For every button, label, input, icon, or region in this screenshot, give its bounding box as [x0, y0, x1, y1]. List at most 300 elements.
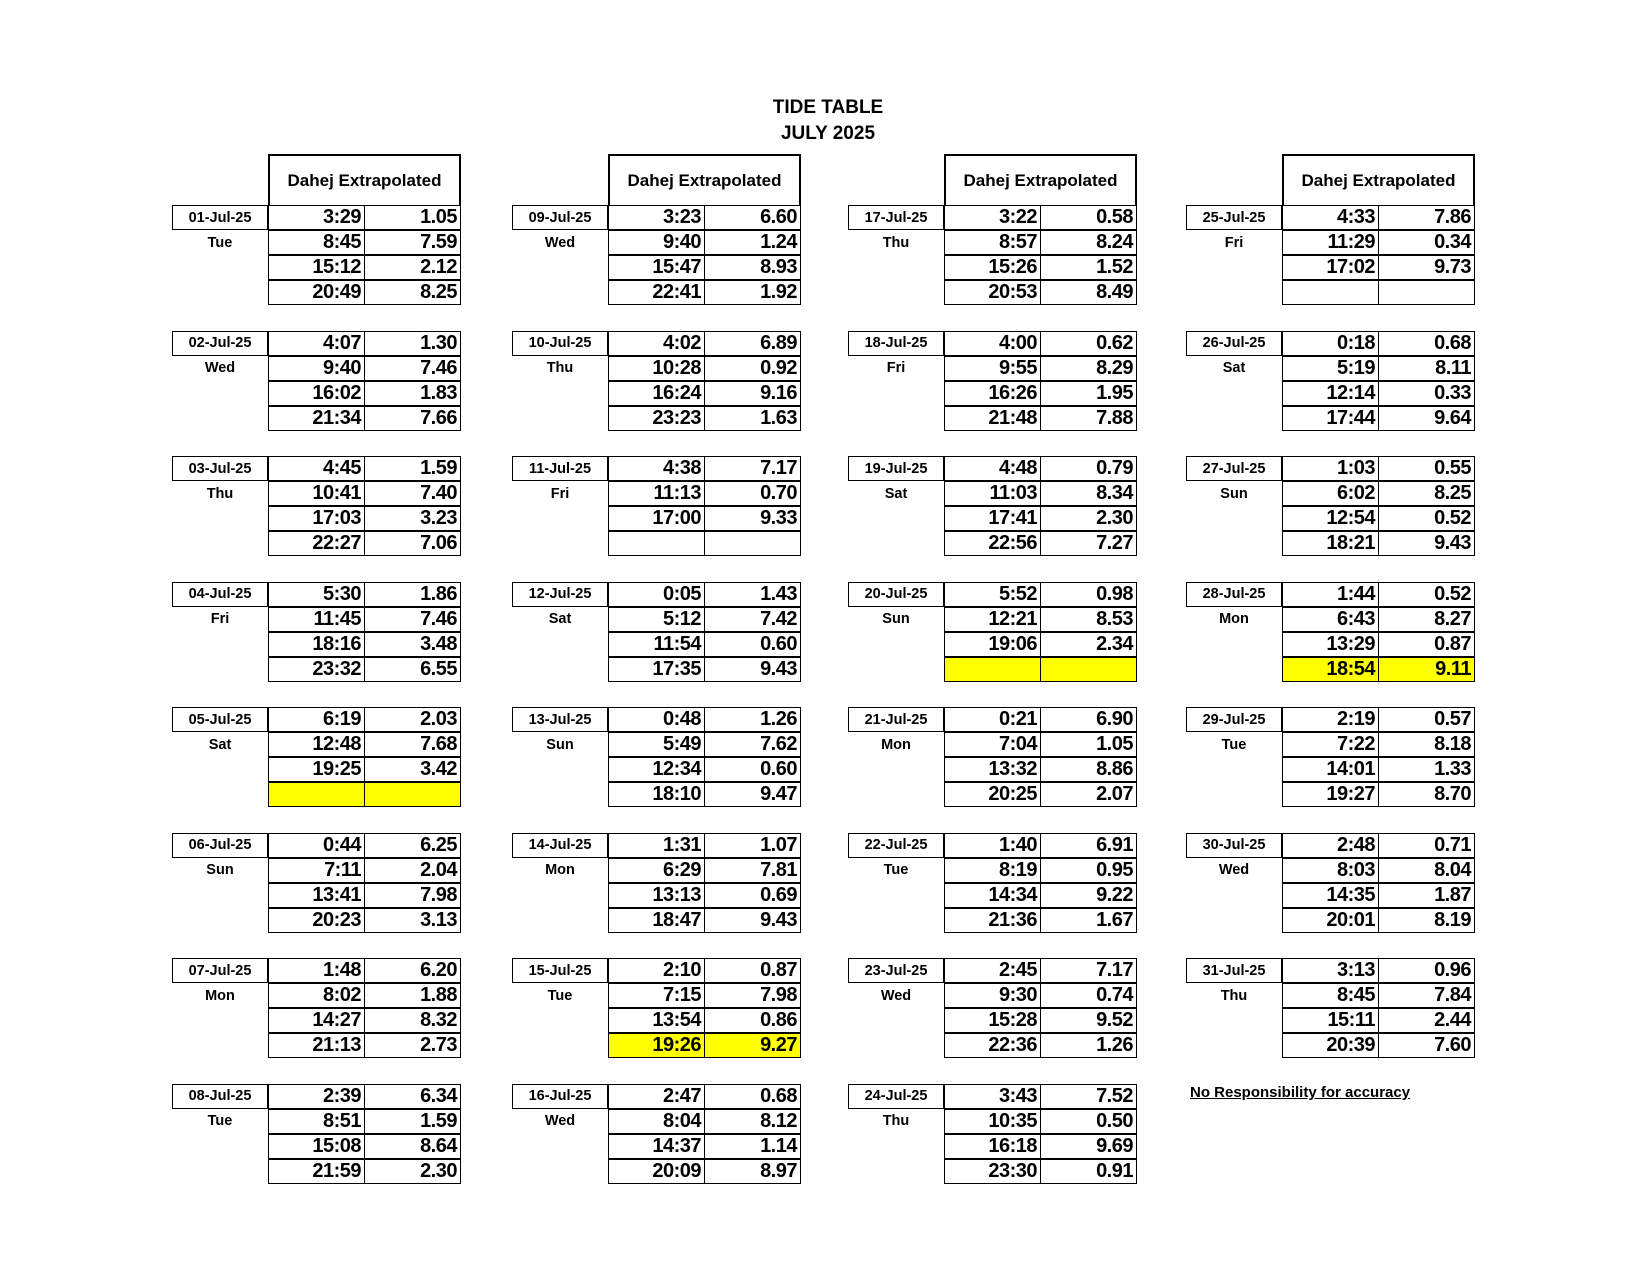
weekday-label: Sat — [208, 736, 232, 753]
tide-height-cell: 7.98 — [364, 883, 461, 908]
tide-time-cell: 22:36 — [944, 1033, 1041, 1058]
tide-height-cell: 0.74 — [1040, 983, 1137, 1008]
tide-height-cell: 6.55 — [364, 657, 461, 682]
tide-time-cell: 5:30 — [268, 582, 365, 607]
tide-time-cell: 1:40 — [944, 833, 1041, 858]
tide-height-cell: 0.57 — [1378, 707, 1475, 732]
tide-time-cell — [1282, 280, 1379, 305]
date-label: 11-Jul-25 — [512, 456, 608, 481]
tide-height-cell: 0.95 — [1040, 858, 1137, 883]
weekday-label: Thu — [882, 234, 910, 251]
tide-height-cell: 8.19 — [1378, 908, 1475, 933]
tide-height-cell: 0.50 — [1040, 1109, 1137, 1134]
tide-height-cell: 1.43 — [704, 582, 801, 607]
tide-height-cell: 6.60 — [704, 205, 801, 230]
tide-time-cell: 14:37 — [608, 1134, 705, 1159]
tide-height-cell: 1.83 — [364, 381, 461, 406]
tide-time-cell: 16:26 — [944, 381, 1041, 406]
tide-height-cell: 0.87 — [1378, 632, 1475, 657]
tide-height-cell: 9.43 — [704, 657, 801, 682]
tide-height-cell: 8.27 — [1378, 607, 1475, 632]
tide-height-cell: 8.18 — [1378, 732, 1475, 757]
tide-height-cell: 0.60 — [704, 632, 801, 657]
tide-time-cell: 10:28 — [608, 356, 705, 381]
tide-height-cell: 7.27 — [1040, 531, 1137, 556]
tide-time-cell: 18:21 — [1282, 531, 1379, 556]
tide-height-cell: 1.59 — [364, 456, 461, 481]
tide-height-cell: 0.68 — [704, 1084, 801, 1109]
date-label: 22-Jul-25 — [848, 833, 944, 858]
tide-height-cell: 0.86 — [704, 1008, 801, 1033]
tide-time-cell: 17:41 — [944, 506, 1041, 531]
tide-height-cell: 0.68 — [1378, 331, 1475, 356]
date-label: 09-Jul-25 — [512, 205, 608, 230]
tide-height-cell: 0.33 — [1378, 381, 1475, 406]
tide-time-cell: 6:02 — [1282, 481, 1379, 506]
tide-time-cell: 6:43 — [1282, 607, 1379, 632]
tide-height-cell: 1.05 — [1040, 732, 1137, 757]
tide-height-cell: 9.43 — [1378, 531, 1475, 556]
tide-height-cell: 2.12 — [364, 255, 461, 280]
tide-height-cell: 3.42 — [364, 757, 461, 782]
tide-height-cell: 8.64 — [364, 1134, 461, 1159]
tide-height-cell: 1.63 — [704, 406, 801, 431]
weekday-label: Mon — [881, 736, 911, 753]
tide-height-cell: 9.27 — [704, 1033, 801, 1058]
tide-time-cell: 0:05 — [608, 582, 705, 607]
tide-time-cell: 4:02 — [608, 331, 705, 356]
tide-time-cell: 11:03 — [944, 481, 1041, 506]
tide-height-cell: 7.86 — [1378, 205, 1475, 230]
tide-time-cell: 21:48 — [944, 406, 1041, 431]
tide-height-cell: 1.88 — [364, 983, 461, 1008]
tide-time-cell: 19:26 — [608, 1033, 705, 1058]
tide-time-cell: 4:38 — [608, 456, 705, 481]
weekday-label: Sat — [1222, 360, 1246, 376]
tide-time-cell: 4:48 — [944, 456, 1041, 481]
tide-time-cell: 4:00 — [944, 331, 1041, 356]
tide-height-cell: 0.91 — [1040, 1159, 1137, 1184]
tide-height-cell: 0.79 — [1040, 456, 1137, 481]
date-label: 16-Jul-25 — [512, 1084, 608, 1109]
tide-height-cell: 0.62 — [1040, 331, 1137, 356]
tide-height-cell: 6.25 — [364, 833, 461, 858]
tide-time-cell: 0:48 — [608, 707, 705, 732]
tide-time-cell: 13:32 — [944, 757, 1041, 782]
tide-time-cell: 20:39 — [1282, 1033, 1379, 1058]
tide-height-cell: 8.11 — [1378, 356, 1475, 381]
tide-height-cell: 1.30 — [364, 331, 461, 356]
weekday-label: Tue — [547, 987, 573, 1004]
tide-time-cell: 2:45 — [944, 958, 1041, 983]
tide-time-cell: 9:30 — [944, 983, 1041, 1008]
date-label: 25-Jul-25 — [1186, 205, 1282, 230]
tide-height-cell: 7.68 — [364, 732, 461, 757]
tide-height-cell: 3.23 — [364, 506, 461, 531]
tide-height-cell: 7.52 — [1040, 1084, 1137, 1109]
weekday-label: Sun — [546, 736, 574, 753]
tide-height-cell: 8.93 — [704, 255, 801, 280]
tide-time-cell: 1:44 — [1282, 582, 1379, 607]
tide-time-cell: 20:25 — [944, 782, 1041, 807]
tide-time-cell: 5:19 — [1282, 356, 1379, 381]
tide-time-cell: 4:45 — [268, 456, 365, 481]
date-label: 02-Jul-25 — [172, 331, 268, 356]
weekday-label: Sun — [882, 611, 910, 627]
tide-height-cell: 7.66 — [364, 406, 461, 431]
tide-time-cell — [608, 531, 705, 556]
tide-time-cell: 18:10 — [608, 782, 705, 807]
weekday-label: Fri — [886, 360, 906, 376]
tide-time-cell: 15:12 — [268, 255, 365, 280]
tide-time-cell: 8:04 — [608, 1109, 705, 1134]
tide-height-cell: 7.62 — [704, 732, 801, 757]
weekday-label: Wed — [204, 360, 236, 376]
column-header: Dahej Extrapolated — [944, 154, 1137, 205]
tide-time-cell: 15:28 — [944, 1008, 1041, 1033]
tide-height-cell: 8.49 — [1040, 280, 1137, 305]
tide-time-cell: 3:23 — [608, 205, 705, 230]
tide-time-cell: 8:45 — [268, 230, 365, 255]
tide-height-cell: 0.87 — [704, 958, 801, 983]
weekday-label: Tue — [207, 234, 233, 251]
tide-time-cell: 19:27 — [1282, 782, 1379, 807]
tide-time-cell: 17:03 — [268, 506, 365, 531]
tide-time-cell: 20:49 — [268, 280, 365, 305]
weekday-label: Sun — [1220, 485, 1248, 502]
weekday-label: Fri — [1224, 234, 1244, 251]
date-label: 19-Jul-25 — [848, 456, 944, 481]
tide-time-cell: 4:07 — [268, 331, 365, 356]
date-label: 28-Jul-25 — [1186, 582, 1282, 607]
date-label: 21-Jul-25 — [848, 707, 944, 732]
tide-height-cell: 7.17 — [1040, 958, 1137, 983]
tide-time-cell: 5:52 — [944, 582, 1041, 607]
tide-height-cell — [364, 782, 461, 807]
tide-height-cell: 1.95 — [1040, 381, 1137, 406]
tide-time-cell: 11:54 — [608, 632, 705, 657]
date-label: 24-Jul-25 — [848, 1084, 944, 1109]
tide-height-cell: 8.29 — [1040, 356, 1137, 381]
tide-height-cell: 2.30 — [364, 1159, 461, 1184]
tide-height-cell: 1.59 — [364, 1109, 461, 1134]
tide-time-cell: 15:11 — [1282, 1008, 1379, 1033]
date-label: 07-Jul-25 — [172, 958, 268, 983]
date-label: 06-Jul-25 — [172, 833, 268, 858]
weekday-label: Tue — [207, 1113, 233, 1129]
tide-time-cell: 13:13 — [608, 883, 705, 908]
date-label: 29-Jul-25 — [1186, 707, 1282, 732]
tide-height-cell: 7.46 — [364, 607, 461, 632]
tide-time-cell: 1:03 — [1282, 456, 1379, 481]
tide-time-cell: 12:54 — [1282, 506, 1379, 531]
tide-height-cell: 7.17 — [704, 456, 801, 481]
tide-time-cell: 11:13 — [608, 481, 705, 506]
tide-time-cell: 3:29 — [268, 205, 365, 230]
tide-time-cell: 8:51 — [268, 1109, 365, 1134]
tide-height-cell: 1.07 — [704, 833, 801, 858]
date-label: 05-Jul-25 — [172, 707, 268, 732]
tide-time-cell: 21:13 — [268, 1033, 365, 1058]
column-header: Dahej Extrapolated — [1282, 154, 1475, 205]
tide-time-cell: 2:48 — [1282, 833, 1379, 858]
weekday-label: Thu — [206, 485, 234, 502]
tide-height-cell: 9.64 — [1378, 406, 1475, 431]
tide-height-cell: 8.04 — [1378, 858, 1475, 883]
tide-time-cell: 16:18 — [944, 1134, 1041, 1159]
tide-height-cell: 8.12 — [704, 1109, 801, 1134]
tide-time-cell: 2:10 — [608, 958, 705, 983]
tide-height-cell: 9.33 — [704, 506, 801, 531]
tide-height-cell: 9.22 — [1040, 883, 1137, 908]
tide-time-cell: 21:59 — [268, 1159, 365, 1184]
tide-time-cell: 2:19 — [1282, 707, 1379, 732]
tide-height-cell: 0.55 — [1378, 456, 1475, 481]
tide-height-cell: 7.81 — [704, 858, 801, 883]
date-label: 15-Jul-25 — [512, 958, 608, 983]
tide-height-cell: 7.88 — [1040, 406, 1137, 431]
date-label: 26-Jul-25 — [1186, 331, 1282, 356]
tide-time-cell: 9:55 — [944, 356, 1041, 381]
tide-height-cell: 8.32 — [364, 1008, 461, 1033]
weekday-label: Sun — [206, 862, 234, 878]
column-header: Dahej Extrapolated — [268, 154, 461, 205]
tide-time-cell: 14:35 — [1282, 883, 1379, 908]
weekday-label: Mon — [1219, 611, 1249, 627]
tide-height-cell: 0.34 — [1378, 230, 1475, 255]
tide-time-cell: 4:33 — [1282, 205, 1379, 230]
date-label: 14-Jul-25 — [512, 833, 608, 858]
tide-time-cell: 7:15 — [608, 983, 705, 1008]
tide-height-cell: 9.11 — [1378, 657, 1475, 682]
tide-height-cell — [704, 531, 801, 556]
tide-height-cell: 0.60 — [704, 757, 801, 782]
tide-height-cell: 1.92 — [704, 280, 801, 305]
tide-time-cell: 8:45 — [1282, 983, 1379, 1008]
tide-time-cell: 15:08 — [268, 1134, 365, 1159]
tide-height-cell: 1.26 — [1040, 1033, 1137, 1058]
date-label: 03-Jul-25 — [172, 456, 268, 481]
tide-time-cell: 5:12 — [608, 607, 705, 632]
tide-time-cell: 8:19 — [944, 858, 1041, 883]
tide-height-cell: 8.25 — [364, 280, 461, 305]
tide-height-cell: 0.96 — [1378, 958, 1475, 983]
tide-height-cell: 0.71 — [1378, 833, 1475, 858]
date-label: 01-Jul-25 — [172, 205, 268, 230]
tide-time-cell: 14:01 — [1282, 757, 1379, 782]
tide-time-cell: 10:35 — [944, 1109, 1041, 1134]
tide-time-cell: 18:54 — [1282, 657, 1379, 682]
tide-time-cell: 16:02 — [268, 381, 365, 406]
weekday-label: Mon — [205, 987, 235, 1004]
date-label: 23-Jul-25 — [848, 958, 944, 983]
tide-height-cell: 0.52 — [1378, 582, 1475, 607]
tide-height-cell: 1.33 — [1378, 757, 1475, 782]
tide-height-cell: 1.86 — [364, 582, 461, 607]
tide-height-cell: 6.89 — [704, 331, 801, 356]
tide-height-cell: 0.70 — [704, 481, 801, 506]
tide-time-cell: 17:44 — [1282, 406, 1379, 431]
tide-height-cell: 1.05 — [364, 205, 461, 230]
tide-time-cell: 11:45 — [268, 607, 365, 632]
tide-height-cell: 0.52 — [1378, 506, 1475, 531]
tide-time-cell: 10:41 — [268, 481, 365, 506]
tide-time-cell: 1:48 — [268, 958, 365, 983]
tide-height-cell: 2.44 — [1378, 1008, 1475, 1033]
tide-time-cell: 5:49 — [608, 732, 705, 757]
weekday-label: Wed — [544, 234, 576, 251]
tide-time-cell: 11:29 — [1282, 230, 1379, 255]
date-label: 20-Jul-25 — [848, 582, 944, 607]
date-label: 04-Jul-25 — [172, 582, 268, 607]
tide-time-cell: 13:29 — [1282, 632, 1379, 657]
date-label: 27-Jul-25 — [1186, 456, 1282, 481]
tide-time-cell: 7:22 — [1282, 732, 1379, 757]
tide-time-cell: 9:40 — [608, 230, 705, 255]
tide-time-cell: 18:47 — [608, 908, 705, 933]
tide-time-cell: 23:32 — [268, 657, 365, 682]
tide-time-cell: 20:23 — [268, 908, 365, 933]
date-label: 13-Jul-25 — [512, 707, 608, 732]
date-label: 08-Jul-25 — [172, 1084, 268, 1109]
tide-height-cell: 1.67 — [1040, 908, 1137, 933]
tide-time-cell: 8:03 — [1282, 858, 1379, 883]
tide-height-cell: 9.52 — [1040, 1008, 1137, 1033]
tide-time-cell: 15:47 — [608, 255, 705, 280]
tide-height-cell: 2.30 — [1040, 506, 1137, 531]
tide-time-cell: 13:41 — [268, 883, 365, 908]
tide-height-cell: 1.24 — [704, 230, 801, 255]
date-label: 30-Jul-25 — [1186, 833, 1282, 858]
date-label: 17-Jul-25 — [848, 205, 944, 230]
tide-time-cell: 21:36 — [944, 908, 1041, 933]
tide-time-cell: 19:06 — [944, 632, 1041, 657]
tide-height-cell: 8.53 — [1040, 607, 1137, 632]
tide-height-cell: 8.70 — [1378, 782, 1475, 807]
tide-height-cell: 6.90 — [1040, 707, 1137, 732]
weekday-label: Mon — [545, 862, 575, 878]
tide-time-cell: 8:57 — [944, 230, 1041, 255]
tide-time-cell: 12:14 — [1282, 381, 1379, 406]
tide-time-cell: 6:19 — [268, 707, 365, 732]
tide-time-cell: 20:01 — [1282, 908, 1379, 933]
tide-height-cell: 8.86 — [1040, 757, 1137, 782]
tide-time-cell: 2:47 — [608, 1084, 705, 1109]
tide-time-cell: 7:11 — [268, 858, 365, 883]
tide-height-cell: 2.34 — [1040, 632, 1137, 657]
tide-height-cell: 9.43 — [704, 908, 801, 933]
tide-time-cell: 23:23 — [608, 406, 705, 431]
tide-time-cell: 0:44 — [268, 833, 365, 858]
tide-time-cell: 7:04 — [944, 732, 1041, 757]
tide-time-cell: 0:21 — [944, 707, 1041, 732]
tide-time-cell: 16:24 — [608, 381, 705, 406]
weekday-label: Wed — [880, 987, 912, 1004]
tide-height-cell: 0.98 — [1040, 582, 1137, 607]
tide-time-cell: 17:02 — [1282, 255, 1379, 280]
tide-time-cell: 17:35 — [608, 657, 705, 682]
tide-time-cell: 3:43 — [944, 1084, 1041, 1109]
weekday-label: Wed — [1218, 862, 1250, 878]
tide-height-cell: 2.07 — [1040, 782, 1137, 807]
weekday-label: Thu — [882, 1113, 910, 1129]
column-header: Dahej Extrapolated — [608, 154, 801, 205]
tide-height-cell: 6.91 — [1040, 833, 1137, 858]
tide-height-cell — [1378, 280, 1475, 305]
weekday-label: Sat — [884, 485, 908, 502]
tide-height-cell: 7.84 — [1378, 983, 1475, 1008]
weekday-label: Fri — [210, 611, 230, 627]
tide-height-cell: 2.73 — [364, 1033, 461, 1058]
tide-height-cell: 9.16 — [704, 381, 801, 406]
tide-time-cell: 3:13 — [1282, 958, 1379, 983]
tide-height-cell: 3.13 — [364, 908, 461, 933]
page-title: TIDE TABLE — [772, 97, 884, 118]
tide-time-cell: 17:00 — [608, 506, 705, 531]
tide-height-cell: 6.34 — [364, 1084, 461, 1109]
tide-height-cell: 1.26 — [704, 707, 801, 732]
weekday-label: Sat — [548, 611, 572, 627]
tide-height-cell: 3.48 — [364, 632, 461, 657]
tide-time-cell: 1:31 — [608, 833, 705, 858]
tide-height-cell: 8.24 — [1040, 230, 1137, 255]
tide-time-cell: 12:48 — [268, 732, 365, 757]
tide-time-cell: 12:34 — [608, 757, 705, 782]
tide-time-cell: 21:34 — [268, 406, 365, 431]
tide-height-cell: 0.92 — [704, 356, 801, 381]
tide-time-cell: 9:40 — [268, 356, 365, 381]
tide-height-cell: 6.20 — [364, 958, 461, 983]
tide-time-cell — [944, 657, 1041, 682]
tide-time-cell: 14:27 — [268, 1008, 365, 1033]
tide-height-cell — [1040, 657, 1137, 682]
tide-height-cell: 2.04 — [364, 858, 461, 883]
tide-time-cell: 8:02 — [268, 983, 365, 1008]
tide-height-cell: 1.52 — [1040, 255, 1137, 280]
tide-height-cell: 0.58 — [1040, 205, 1137, 230]
tide-height-cell: 7.40 — [364, 481, 461, 506]
disclaimer-note: No Responsibility for accuracy — [1190, 1084, 1411, 1101]
page-subtitle: JULY 2025 — [780, 123, 876, 144]
tide-time-cell: 13:54 — [608, 1008, 705, 1033]
tide-height-cell: 8.25 — [1378, 481, 1475, 506]
tide-height-cell: 7.59 — [364, 230, 461, 255]
date-label: 18-Jul-25 — [848, 331, 944, 356]
date-label: 12-Jul-25 — [512, 582, 608, 607]
tide-height-cell: 2.03 — [364, 707, 461, 732]
tide-time-cell: 23:30 — [944, 1159, 1041, 1184]
weekday-label: Tue — [883, 862, 909, 878]
weekday-label: Thu — [546, 360, 574, 376]
tide-time-cell: 20:09 — [608, 1159, 705, 1184]
date-label: 10-Jul-25 — [512, 331, 608, 356]
tide-height-cell: 8.97 — [704, 1159, 801, 1184]
tide-time-cell: 18:16 — [268, 632, 365, 657]
weekday-label: Tue — [1221, 736, 1247, 753]
weekday-label: Wed — [544, 1113, 576, 1129]
tide-time-cell: 14:34 — [944, 883, 1041, 908]
tide-height-cell: 9.73 — [1378, 255, 1475, 280]
tide-time-cell: 19:25 — [268, 757, 365, 782]
tide-time-cell: 12:21 — [944, 607, 1041, 632]
tide-height-cell: 7.42 — [704, 607, 801, 632]
tide-height-cell: 7.60 — [1378, 1033, 1475, 1058]
tide-height-cell: 7.46 — [364, 356, 461, 381]
tide-height-cell: 7.06 — [364, 531, 461, 556]
tide-time-cell: 22:56 — [944, 531, 1041, 556]
tide-time-cell: 15:26 — [944, 255, 1041, 280]
tide-time-cell — [268, 782, 365, 807]
